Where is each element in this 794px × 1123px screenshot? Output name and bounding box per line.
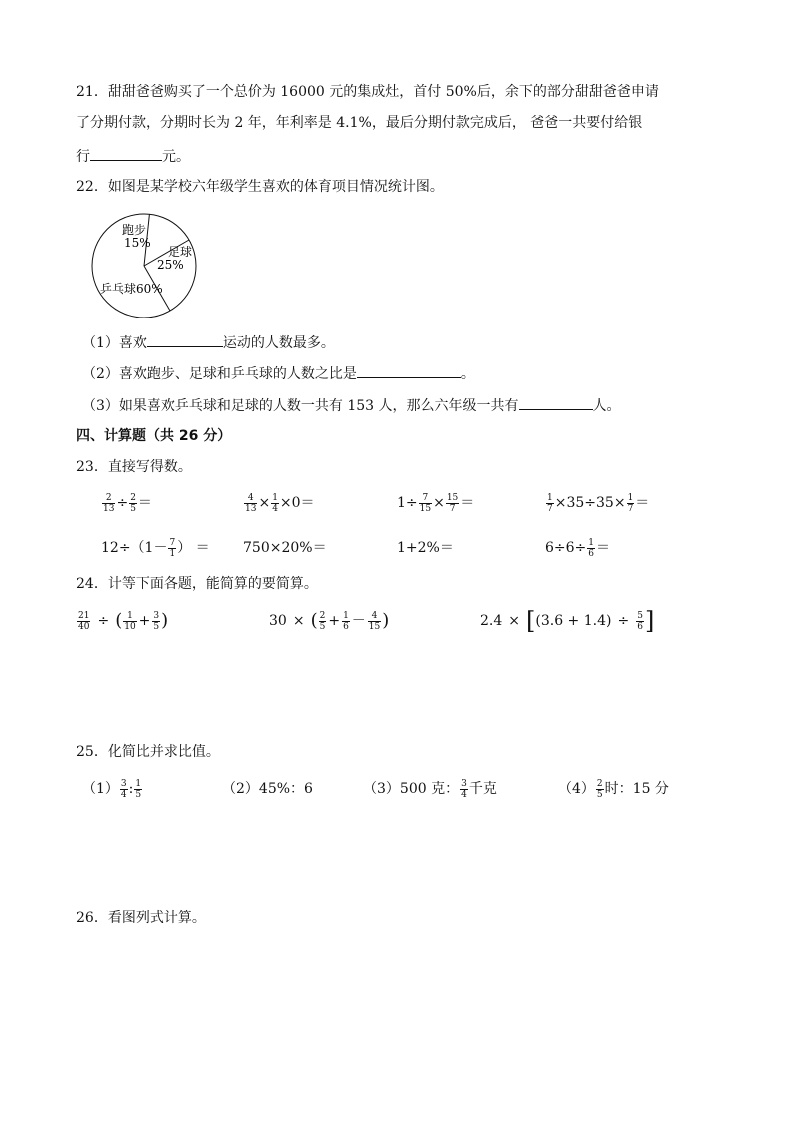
- q24-expr-1: $\frac{21}{40}$ ÷ ( $\frac{1}{10}$ + $\frac{3}{5}$ ): [78, 610, 169, 632]
- q23-expr-5: 12÷（1－ $\frac{7}{1}$ ） ＝: [101, 537, 210, 559]
- q23-expr-7: 1+2%＝: [397, 540, 454, 556]
- pie-label-running-pct: 15%: [124, 236, 151, 250]
- q24-expr-2: 30 × ( $\frac{2}{5}$ + $\frac{1}{6}$ － $\frac{4}{15}$ ): [269, 610, 390, 632]
- fraction: $\frac{1}{10}$: [124, 610, 136, 632]
- q24-title: 24．计等下面各题，能简算的要简算。: [76, 576, 318, 592]
- fraction: $\frac{15}{7}$: [446, 492, 459, 514]
- fraction: $\frac{2}{5}$: [319, 610, 326, 632]
- q25-part-3: （3）500 克： $\frac{3}{4}$ 千克: [363, 778, 497, 800]
- fraction: $\frac{1}{7}$: [627, 492, 634, 514]
- q22-sub3-blank[interactable]: [519, 394, 593, 410]
- fraction: $\frac{1}{4}$: [272, 492, 278, 514]
- q21-line1: 21．甜甜爸爸购买了一个总价为 16000 元的集成灶，首付 50%后，余下的部分甜甜爸爸申请: [76, 84, 659, 100]
- q23-expr-1: $\frac{2}{13}$ ÷ $\frac{2}{5}$ ＝: [103, 492, 152, 514]
- q21-answer-blank[interactable]: [90, 145, 162, 161]
- q22-sub2: [82, 362, 475, 384]
- q25-title: 25．化简比并求比值。: [76, 744, 220, 760]
- fraction: $\frac{5}{6}$: [637, 610, 643, 632]
- q21-line2: 了分期付款，分期时长为 2 年，年利率是 4.1%，最后分期付款完成后， 爸爸一共要付给银: [76, 115, 643, 131]
- q23-expr-2: $\frac{4}{13}$ × $\frac{1}{4}$ ×0＝: [245, 492, 315, 514]
- pie-label-running-name: 跑步: [122, 223, 147, 237]
- q22-sub3-text: （3）如果喜欢乒乓球和足球的人数一共有 153 人，那么六年级一共有: [82, 398, 519, 414]
- q21-line3: [76, 145, 190, 167]
- q22-sub3-text-end: 人。: [592, 398, 621, 414]
- q23-expr-6: 750×20%＝: [243, 540, 327, 556]
- q23-title: 23．直接写得数。: [76, 459, 192, 475]
- q22-sub2-blank[interactable]: [357, 362, 461, 378]
- q22-sub1-blank[interactable]: [147, 331, 223, 347]
- fraction: $\frac{2}{5}$: [596, 778, 603, 800]
- fraction: $\frac{7}{15}$: [419, 492, 432, 514]
- q23-expr-8: 6÷6÷ $\frac{1}{6}$ ＝: [545, 537, 611, 559]
- pie-label-soccer-name: 足球: [168, 245, 193, 259]
- q23-expr-3: 1÷ $\frac{7}{15}$ × $\frac{15}{7}$ ＝: [397, 492, 475, 514]
- fraction: $\frac{1}{5}$: [135, 778, 142, 800]
- fraction: $\frac{21}{40}$: [78, 610, 90, 632]
- fraction: $\frac{1}{7}$: [547, 492, 553, 514]
- q21-text: 行: [76, 149, 90, 165]
- q24-expr-3: 2.4 × [(3.6 + 1.4) ÷ $\frac{5}{6}$ ]: [480, 607, 655, 635]
- pie-label-pingpong: 乒乓球60%: [100, 282, 163, 296]
- fraction: $\frac{2}{13}$: [103, 492, 115, 514]
- fraction: $\frac{2}{5}$: [130, 492, 136, 514]
- q23-expr-4: $\frac{1}{7}$ ×35÷35× $\frac{1}{7}$ ＝: [547, 492, 650, 514]
- section-4-title: 四、计算题（共 26 分）: [76, 428, 232, 444]
- q22-sub1: [82, 331, 335, 353]
- q22-sub2-text-end: 。: [460, 366, 475, 382]
- fraction: $\frac{4}{15}$: [368, 610, 381, 632]
- q22-sub1-text: （1）喜欢: [82, 335, 147, 351]
- q22-sub2-text: （2）喜欢跑步、足球和乒乓球的人数之比是: [82, 366, 357, 382]
- q21-text-end: 元。: [162, 149, 190, 165]
- fraction: $\frac{7}{1}$: [169, 537, 176, 559]
- q26-title: 26．看图列式计算。: [76, 910, 206, 926]
- fraction: $\frac{3}{4}$: [120, 778, 127, 800]
- q22-sub1-text-end: 运动的人数最多。: [222, 335, 335, 351]
- pie-label-soccer-pct: 25%: [157, 258, 184, 272]
- fraction: $\frac{1}{6}$: [588, 537, 595, 559]
- q22-sub3: [82, 394, 621, 416]
- fraction: $\frac{3}{5}$: [153, 610, 160, 632]
- fraction: $\frac{1}{6}$: [343, 610, 349, 632]
- fraction: $\frac{4}{13}$: [245, 492, 257, 514]
- q25-part-1: （1） $\frac{3}{4}$ : $\frac{1}{5}$: [82, 778, 142, 800]
- q25-part-2: （2）45%：6: [222, 781, 313, 797]
- fraction: $\frac{3}{4}$: [461, 778, 467, 800]
- q22-title: 22．如图是某学校六年级学生喜欢的体育项目情况统计图。: [76, 179, 444, 195]
- q25-part-4: （4） $\frac{2}{5}$ 时：15 分: [558, 778, 669, 800]
- pie-chart: [86, 210, 204, 318]
